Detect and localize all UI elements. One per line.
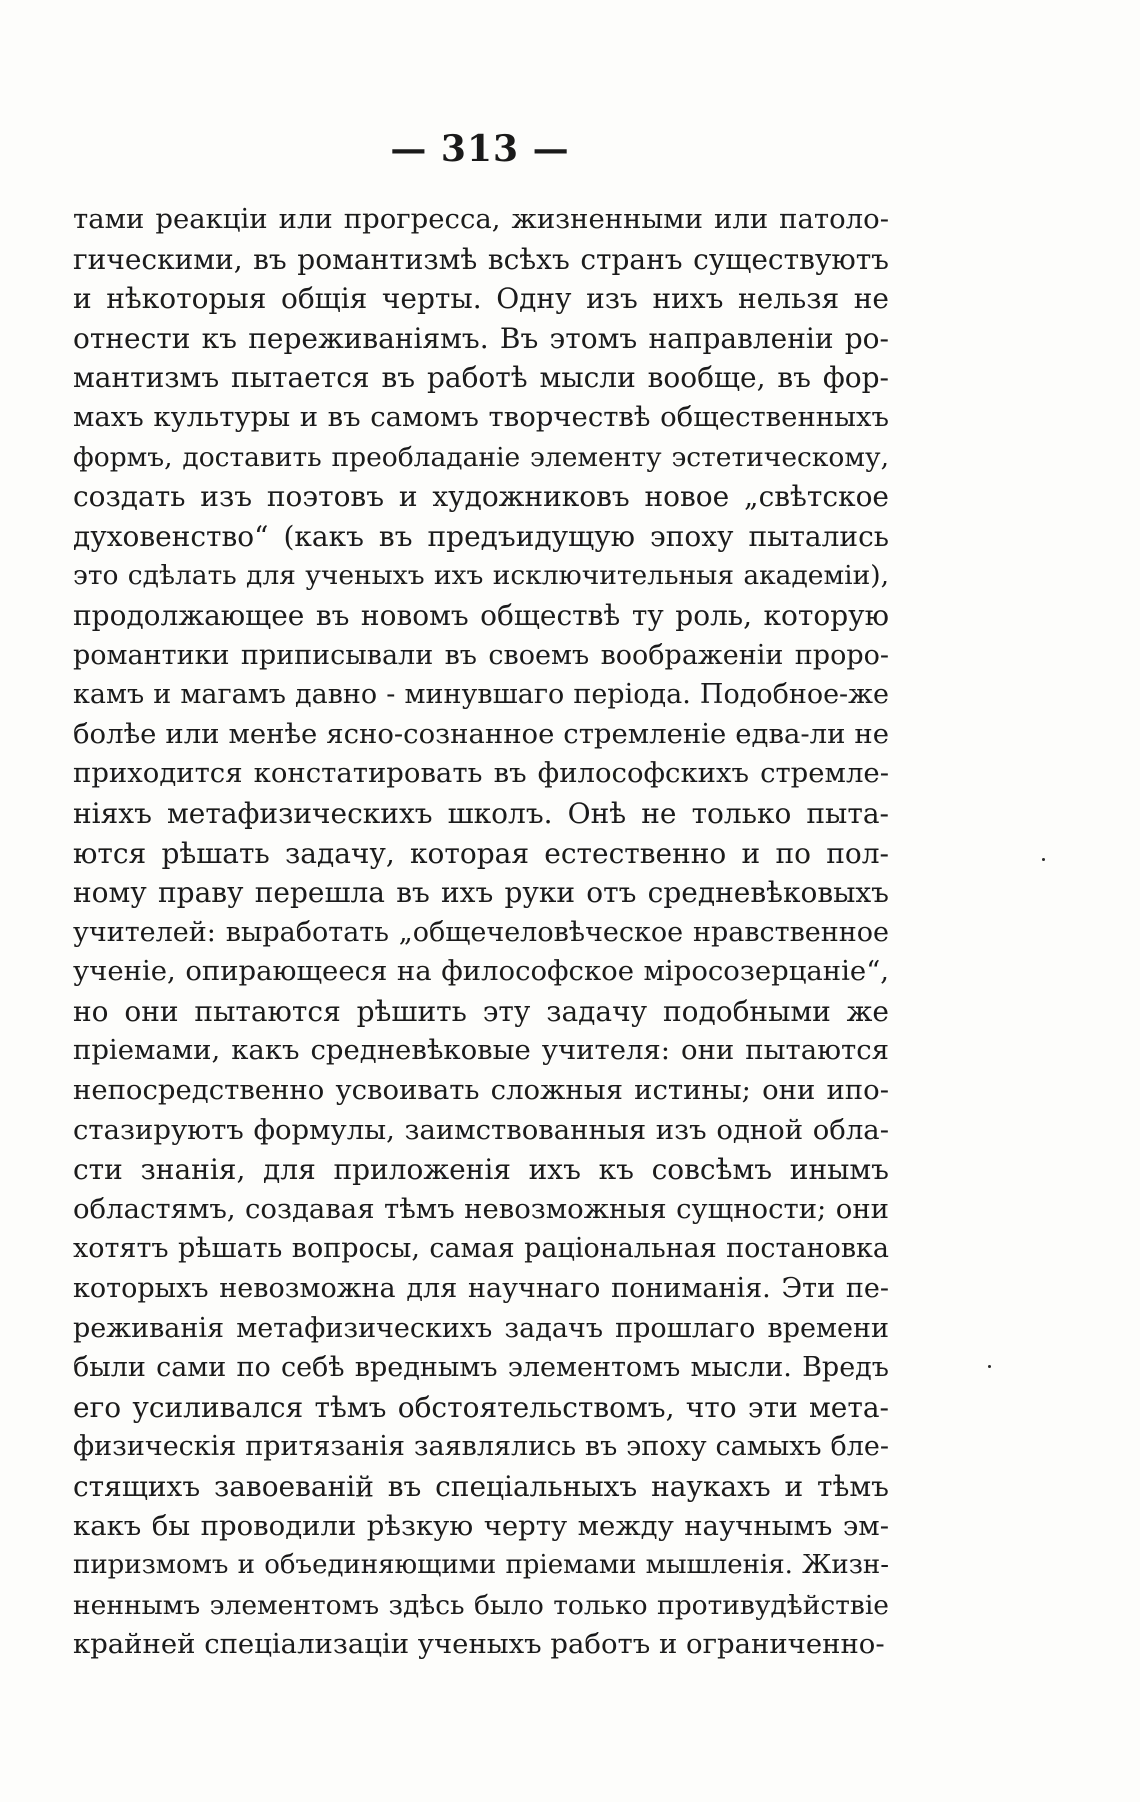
text-line: формъ, доставить преобладаніе элементу эстетическому, (73, 441, 889, 473)
text-line: пріемами, какъ средневѣковые учителя: они пытаются (73, 1034, 889, 1067)
text-line: сти знанія, для приложенія ихъ къ совсѣмъ инымъ (73, 1153, 889, 1187)
text-line: гическими, въ романтизмѣ всѣхъ странъ существуютъ (73, 242, 889, 276)
print-speck (988, 1365, 991, 1368)
text-line: отнести къ переживаніямъ. Въ этомъ направленіи ро- (73, 321, 889, 355)
text-line: болѣе или менѣе ясно-сознанное стремленіе едва-ли не (73, 717, 889, 750)
text-line: ному праву перешла въ ихъ руки отъ средневѣковыхъ (73, 876, 889, 910)
text-line: стазируютъ формулы, заимствованныя изъ одной обла- (73, 1113, 889, 1146)
text-line: ученіе, опирающееся на философское міросозерцаніе“, (73, 955, 889, 988)
text-line: неннымъ элементомъ здѣсь было только противудѣйствіе (73, 1589, 889, 1621)
text-line: непосредственно усвоивать сложныя истины; они ипо- (73, 1074, 889, 1107)
text-line: которыхъ невозможна для научнаго пониманія. Эти пе- (73, 1273, 889, 1305)
text-line: камъ и магамъ давно - минувшаго періода. Подобное-же (73, 679, 889, 711)
text-line: какъ бы проводили рѣзкую черту между научнымъ эм- (73, 1509, 889, 1542)
body-text (73, 200, 889, 1665)
text-line: ніяхъ метафизическихъ школъ. Онѣ не только пыта- (73, 796, 889, 830)
text-line: реживанія метафизическихъ задачъ прошлаго времени (73, 1312, 889, 1344)
text-line: продолжающее въ новомъ обществѣ ту роль, которую (73, 598, 889, 632)
text-line: духовенство“ (какъ въ предъидущую эпоху пытались (73, 519, 889, 553)
text-line: крайней спеціализаціи ученыхъ работъ и ограниченно- (73, 1628, 885, 1661)
text-line: это сдѣлать для ученыхъ ихъ исключительныя академіи), (73, 560, 889, 592)
text-line: романтики приписывали въ своемъ воображеніи проро- (73, 639, 889, 671)
text-line: стящихъ завоеваній въ спеціальныхъ наукахъ и тѣмъ (73, 1470, 889, 1503)
text-line: приходится констатировать въ философскихъ стремле- (73, 757, 889, 790)
text-line: физическія притязанія заявлялись въ эпоху самыхъ бле- (73, 1431, 889, 1463)
page-number: — 313 — (390, 128, 570, 170)
text-line: хотятъ рѣшать вопросы, самая раціональная постановка (73, 1233, 889, 1265)
print-speck (1042, 858, 1045, 861)
text-line: ются рѣшать задачу, которая естественно и по пол- (73, 836, 889, 870)
text-line: но они пытаются рѣшить эту задачу подобными же (73, 994, 889, 1028)
text-line: пиризмомъ и объединяющими пріемами мышленія. Жизн- (73, 1550, 889, 1581)
text-line: создать изъ поэтовъ и художниковъ новое „свѣтское (73, 480, 889, 514)
text-line: областямъ, создавая тѣмъ невозможныя сущности; они (73, 1192, 889, 1225)
text-line: махъ культуры и въ самомъ творчествѣ общественныхъ (73, 400, 889, 433)
text-line: мантизмъ пытается въ работѣ мысли вообще, въ фор- (73, 361, 889, 395)
text-line: тами реакціи или прогресса, жизненными или патоло- (73, 203, 889, 235)
text-line: были сами по себѣ вреднымъ элементомъ мысли. Вредъ (73, 1352, 889, 1384)
text-line: его усиливался тѣмъ обстоятельствомъ, что эти мета- (73, 1390, 889, 1424)
text-line: и нѣкоторыя общія черты. Одну изъ нихъ нельзя не (73, 282, 889, 316)
text-line: учителей: выработать „общечеловѣческое нравственное (73, 916, 889, 948)
